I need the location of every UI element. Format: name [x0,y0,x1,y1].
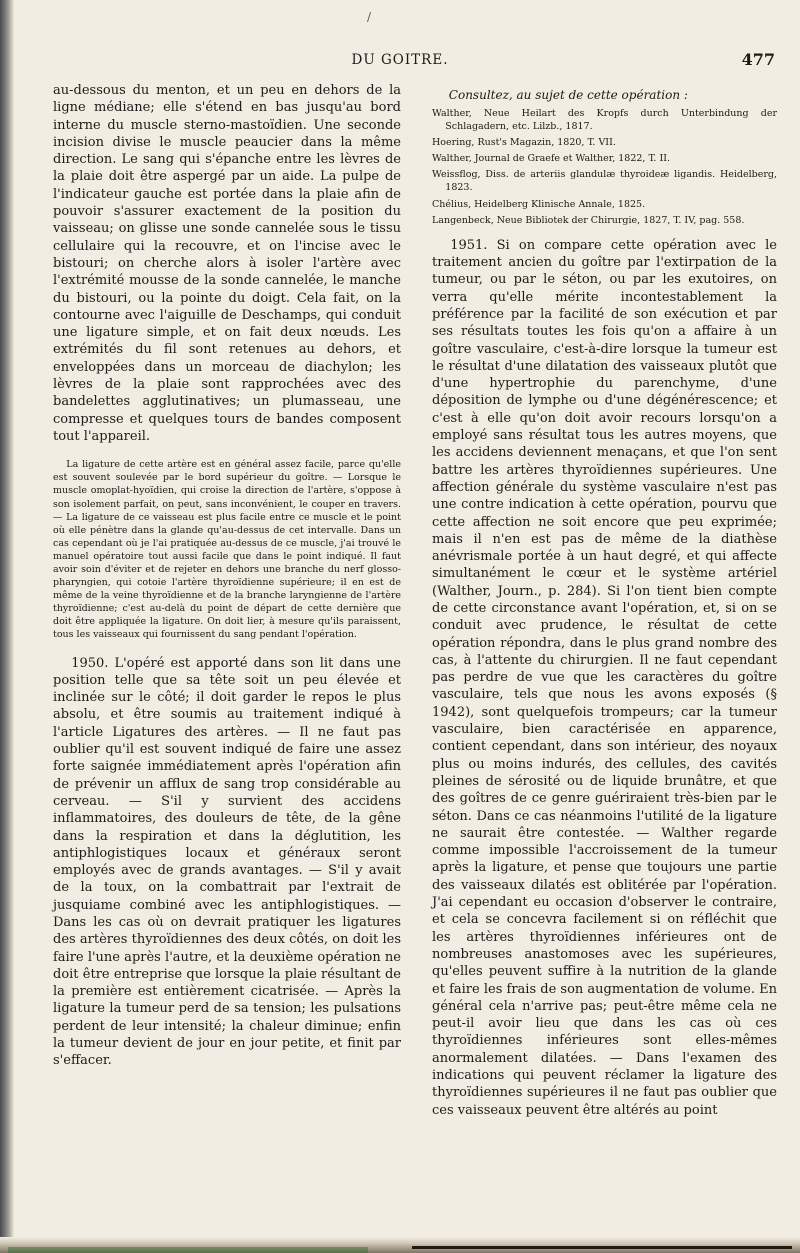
left-column [53,82,401,1076]
margin-mark: / [367,10,372,24]
left-paragraph-1950: 1950. L'opéré est apporté dans son lit dans une position telle que sa tête soit un peu élevée et inclinée sur le côté; il doit garder le repos le plus absolu, et être soumis au traitement indiqué à l'article Ligatures des artères. — Il ne faut pas oublier qu'il est souvent indiqué de faire une assez forte saignée immédiatement après l'opération afin de prévenir un afflux de sang trop considérable au cerveau. — S'il y survient des accidens inflammatoires, des douleurs de tête, de la gêne dans la respiration et dans la déglutition, les antiphlogistiques locaux et généraux seront employés avec de grands avantages. — S'il y avait de la toux, on la combattrait par l'extrait de jusquiame combiné avec les antiphlogistiques. — Dans les cas où on devrait pratiquer les ligatures des artères thyroïdiennes des deux côtés, on doit les faire l'une après l'autre, et la deuxième opération ne doit être entreprise que lorsque la plaie résultant de la première est entièrement cicatrisée. — Après la ligature la tumeur perd de sa tension; les pulsations perdent de leur intensité; la chaleur diminue; enfin la tumeur devient de jour en jour petite, et finit par s'effacer. [53,655,401,1069]
consultez-label: Consultez, au sujet de cette opération : [448,88,688,102]
left-small-note: La ligature de cette artère est en général assez facile, parce qu'elle est souvent soulevée par le bord supérieur du goître. — Lorsque le muscle omoplat-hyoïdien, qui croise la direction de l'artère, s'oppose à son isolement parfait, on peut, sans inconvénient, le couper en travers. — La ligature de ce vaisseau est plus facile entre ce muscle et le point où elle pénètre dans la glande qu'au-dessus de cet intervalle. Dans un cas cependant où je l'ai pratiquée au-dessus de ce muscle, j'ai trouvé le manuel opératoire tout aussi facile que dans le point indiqué. Il faut avoir soin d'éviter et de rejeter en dehors une branche du nerf glosso-pharyngien, qui cotoie l'artère thyroïdienne supérieure; il en est de même de la veine thyroïdienne et de la branche laryngienne de l'artère thyroïdienne; c'est au-delà du point de départ de cette dernière que doit être appliquée la ligature. On doit lier, à mesure qu'ils paraissent, tous les vaisseaux qui fournissent du sang pendant l'opération. [53,459,401,641]
reference-list [432,107,777,227]
running-header: DU GOITRE. [351,52,449,68]
reference-item: Weissflog, Diss. de arteriis glandulæ thyroideæ ligandis. Heidelberg, 1823. [432,169,777,194]
page-bottom-rule [412,1246,792,1249]
reference-item: Chélius, Heidelberg Klinische Annale, 1825. [432,198,646,210]
page-bottom-stain [8,1247,368,1253]
reference-item: Walther, Journal de Graefe et Walther, 1822, T. II. [432,153,670,165]
left-paragraph-1: au-dessous du menton, et un peu en dehors de la ligne médiane; elle s'étend en bas jusqu'au bord interne du muscle sterno-mastoïdien. Une seconde incision divise le muscle peaucier dans la même direction. Le sang qui s'épanche entre les lèvres de la plaie doit être aspergé par un aide. La pulpe de l'indicateur gauche est portée dans la plaie afin de pouvoir s'assurer exactement de la position du vaisseau; on glisse une sonde cannelée sous le tissu cellulaire qui la recouvre, et on l'incise avec le bistouri; on cherche alors à isoler l'artère avec l'extrémité mousse de la sonde cannelée, le manche du bistouri, ou la pointe du doigt. Cela fait, on la contourne avec l'aiguille de Deschamps, qui conduit une ligature simple, et on fait deux nœuds. Les extrémités du fil sont retenues au dehors, et enveloppées dans un morceau de diachylon; les lèvres de la plaie sont rapprochées avec des bandelettes agglutinatives; un plumasseau, une compresse et quelques tours de bandes composent tout l'appareil. [53,83,401,444]
reference-item: Walther, Neue Heilart des Kropfs durch Unterbindung der Schlagadern, etc. Lilzb., 1817. [432,108,777,133]
right-paragraph-1951: 1951. Si on compare cette opération avec le traitement ancien du goître par l'extirpation de la tumeur, ou par le séton, ou par les exutoires, on verra qu'elle mérite incontestablement la préférence par la facilité de son exécution et par ses résultats toutes les fois qu'on a affaire à un goître vasculaire, c'est-à-dire lorsque la tumeur est le résultat d'une dilatation des vaisseaux plutôt que d'une hypertrophie du parenchyme, d'une déposition de lymphe ou d'une dégénérescence; et c'est à elle qu'on doit avoir recours lorsqu'on a employé sans résultat tous les autres moyens, que les accidens deviennent menaçans, et que l'on sent battre les artères thyroïdiennes supérieures. Une affection générale du système vasculaire n'est pas une contre indication à cette opération, pourvu que cette affection ne soit encore que peu exprimée; mais il n'en est pas de même de la diathèse anévrismale portée à un haut degré, et qui affecte simultanément le cœur et le système artériel (Walther, Journ., p. 284). Si l'on tient bien compte de cette circonstance avant l'opération, et, si on se conduit avec prudence, le résultat de cette opération répondra, dans le plus grand nombre des cas, à l'attente du chirurgien. Il ne faut cependant pas perdre de vue que les caractères du goître vasculaire, tels que nous les avons exposés (§ 1942), sont quelquefois trompeurs; car la tumeur vasculaire, bien caractérisée en apparence, contient cependant, dans son intérieur, des noyaux plus ou moins indurés, des cellules, des cavités pleines de sérosité ou de liquide brunâtre, et que des goîtres de ce genre guériraient très-bien par le séton. Dans ce cas néanmoins l'utilité de la ligature ne saurait être contestée. — Walther regarde comme impossible l'accroissement de la tumeur après la ligature, et pense que toujours une partie des vaisseaux dilatés est oblitérée par l'opération. J'ai cependant eu occasion d'observer le contraire, et cela se concevra facilement si on réfléchit que les artères thyroïdiennes inférieures ont de nombreuses anastomoses avec les supérieures, qu'elles peuvent suffire à la nutrition de la glande et faire les frais de son augmentation de volume. En général cela n'arrive pas; peut-être même cela ne peut-il avoir lieu que dans les cas où ces thyroïdiennes inférieures sont elles-mêmes anormalement dilatées. — Dans l'examen des indications qui peuvent réclamer la ligature des thyroïdiennes supérieures il ne faut pas oublier que ces vaisseaux peuvent être altérés au point [432,237,777,1118]
reference-item: Langenbeck, Neue Bibliotek der Chirurgie, 1827, T. IV, pag. 558. [432,214,745,226]
page-number: 477 [741,50,775,69]
right-column [432,88,777,1125]
reference-item: Hoering, Rust's Magazin, 1820, T. VII. [432,137,616,149]
